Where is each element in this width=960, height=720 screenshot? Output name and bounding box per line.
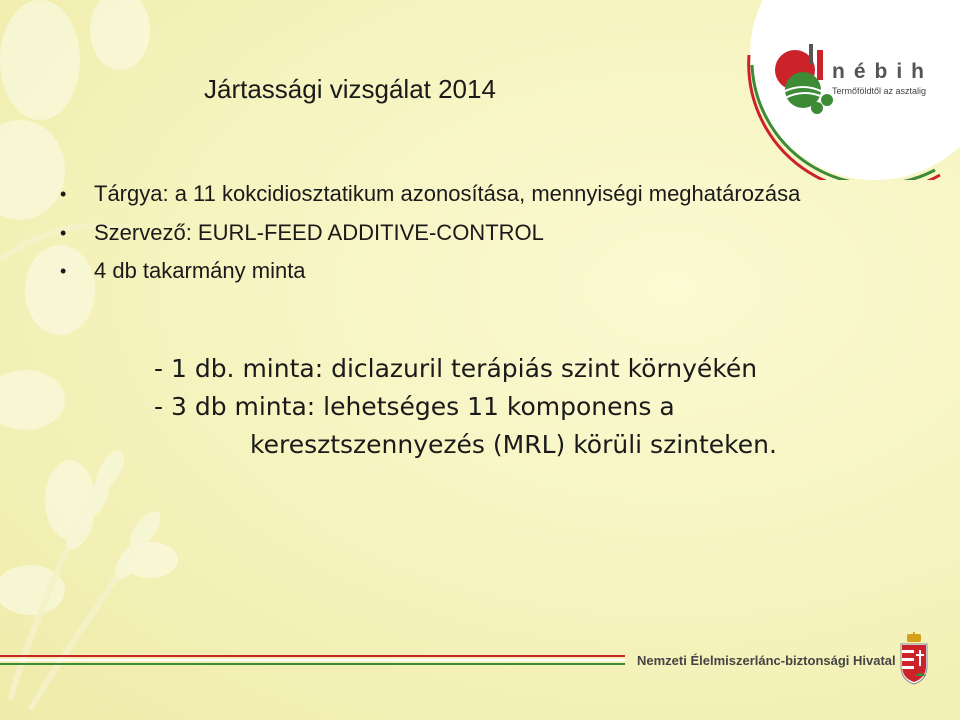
bullet-item	[60, 174, 840, 214]
bullet-item	[60, 252, 840, 290]
bullet-text: 4 db takarmány minta	[94, 258, 306, 283]
sub-item: - 3 db minta: lehetséges 11 komponens a	[154, 392, 675, 421]
sub-item-continuation: keresztszennyezés (MRL) körüli szinteken.	[250, 430, 777, 459]
logo-wordmark: nébih	[832, 60, 933, 83]
bullet-list	[60, 174, 840, 290]
bullet-text: Szervező: EURL-FEED ADDITIVE-CONTROL	[94, 220, 544, 245]
logo-tagline: Termőföldtől az asztalig	[832, 86, 927, 96]
bullet-item	[60, 214, 840, 252]
bullet-text: Tárgya: a 11 kokcidiosztatikum azonosítása, mennyiségi meghatározása	[94, 181, 801, 206]
bullet-icon: •	[60, 261, 67, 281]
footer-organization: Nemzeti Élelmiszerlánc-biztonsági Hivatal	[637, 653, 896, 668]
sub-item: - 1 db. minta: diclazuril terápiás szint környékén	[154, 354, 758, 383]
bullet-icon: •	[60, 223, 67, 243]
footer-stripes	[0, 655, 625, 667]
slide-title: Jártassági vizsgálat 2014	[204, 74, 496, 104]
sub-item-list	[154, 350, 854, 464]
bullet-icon: •	[60, 184, 67, 204]
hungarian-coat-of-arms-icon	[898, 632, 930, 686]
